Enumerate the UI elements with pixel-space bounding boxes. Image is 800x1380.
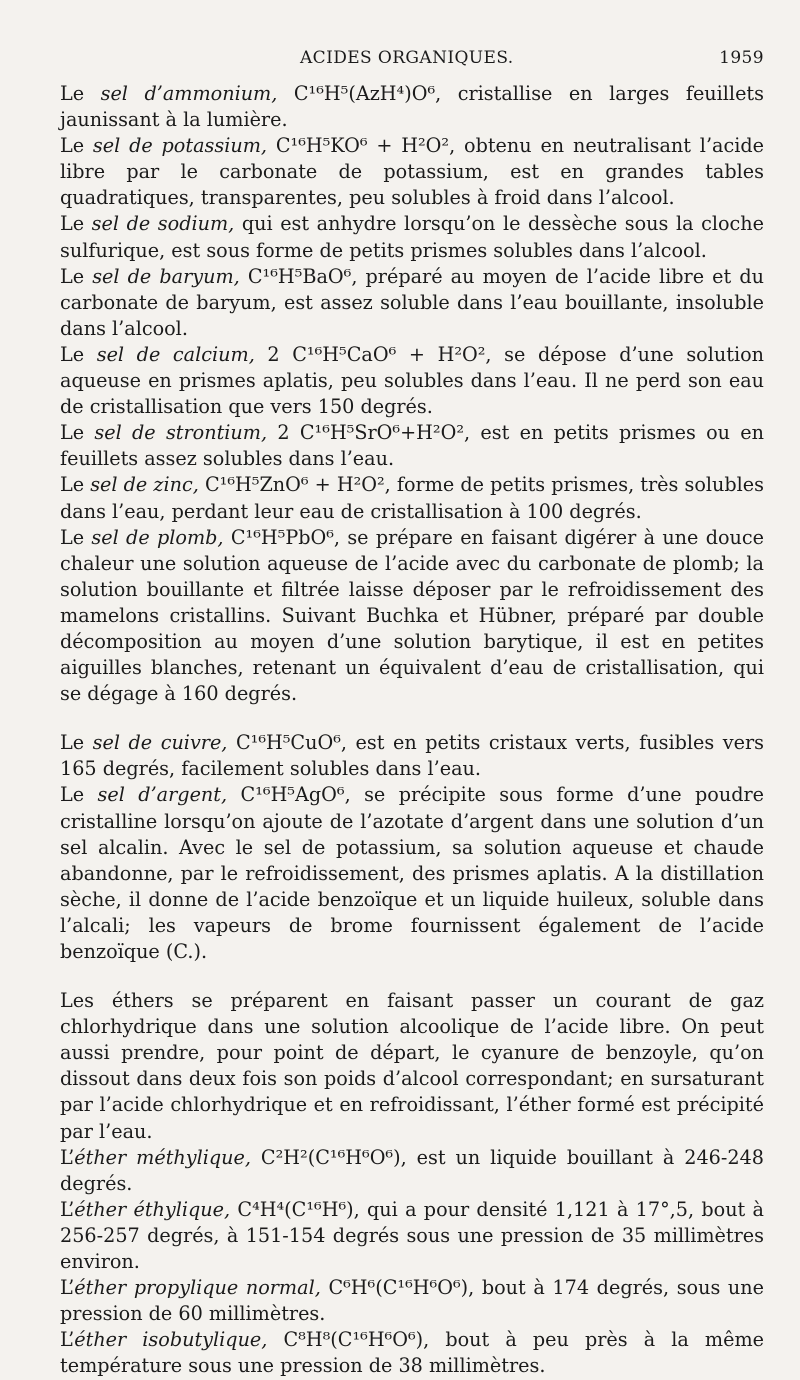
paragraph-ether-methylique: L’éther méthylique, C²H²(C¹⁶H⁶O⁶), est un liquide bouillant à 246-248 degrés. xyxy=(60,1145,764,1195)
paragraph-ether-propylique: L’éther propylique normal, C⁶H⁶(C¹⁶H⁶O⁶), bout à 174 degrés, sous une pression de 60 millimètres. xyxy=(60,1276,765,1326)
paragraph-ether-ethylique: L’éther éthylique, C⁴H⁴(C¹⁶H⁶), qui a pour densité 1,121 à 17°,5, bout à 256-257 degrés, à 151-154 degrés sous une pression de 35 millimètres environ. xyxy=(60,1197,764,1274)
paragraph-sodium: Le sel de sodium, qui est anhydre lorsqu’on le dessèche sous la cloche sulfurique, est sous forme de petits prismes solubles dans l’alcool. xyxy=(60,212,764,262)
paragraph-calcium: Le sel de calcium, 2 C¹⁶H⁵CaO⁶ + H²O², se dépose d’une solution aqueuse en prismes aplatis, peu solubles dans l’eau. Il ne perd son eau de cristallisation que vers 150 degrés. xyxy=(60,342,764,419)
paragraph-ether-isobutylique: L’éther isobutylique, C⁸H⁸(C¹⁶H⁶O⁶), bout à peu près à la même température sous une pression de 38 millimètres. xyxy=(60,1328,764,1378)
paragraph-ammonium: Le sel d’ammonium, C¹⁶H⁵(AzH⁴)O⁶, cristallise en larges feuillets jaunissant à la lumière. xyxy=(60,82,764,132)
paragraph-zinc: Le sel de zinc, C¹⁶H⁵ZnO⁶ + H²O², forme de petits prismes, très solubles dans l’eau, perdant leur eau de cristallisation à 100 degrés. xyxy=(60,473,764,523)
paragraph-potassium: Le sel de potassium, C¹⁶H⁵KO⁶ + H²O², obtenu en neutralisant l’acide libre par le carbonate de potassium, est en grandes tables quadratiques, transparentes, peu solubles à froid dans l’alcool. xyxy=(60,134,765,210)
paragraph-ethers: Les éthers se préparent en faisant passer un courant de gaz chlorhydrique dans une solution alcoolique de l’acide libre. On peut aussi prendre, pour point de départ, le cyanure de benzoyle, qu’on dissout dans deux fois son poids d’alcool correspondant; en sursaturant par l’acide chlorhydrique et en refroidissant, l’éther formé est précipité par l’eau. xyxy=(60,989,764,1143)
running-header xyxy=(0,48,800,74)
page-body xyxy=(60,81,764,1380)
paragraph-baryum: Le sel de baryum, C¹⁶H⁵BaO⁶, préparé au moyen de l’acide libre et du carbonate de baryum, est assez soluble dans l’eau bouillante, insoluble dans l’alcool. xyxy=(60,264,764,340)
paragraph-argent: Le sel d’argent, C¹⁶H⁵AgO⁶, se précipite sous forme d’une poudre cristalline lorsqu’on ajoute de l’azotate d’argent dans une solution d’un sel alcalin. Avec le sel de potassium, sa solution aqueuse et chaude abandonne, par le refroidissement, des prismes aplatis. A la distillation sèche, il donne de l’acide benzoïque et un liquide huileux, soluble dans l’alcali; les vapeurs de brome fournissent également de l’acide benzoïque (C.). xyxy=(60,783,764,963)
paragraph-cuivre: Le sel de cuivre, C¹⁶H⁵CuO⁶, est en petits cristaux verts, fusibles vers 165 degrés, facilement solubles dans l’eau. xyxy=(60,731,764,781)
paragraph-strontium: Le sel de strontium, 2 C¹⁶H⁵SrO⁶+H²O², est en petits prismes ou en feuillets assez solubles dans l’eau. xyxy=(60,421,764,471)
page-number: 1959 xyxy=(719,48,764,68)
paragraph-plomb: Le sel de plomb, C¹⁶H⁵PbO⁶, se prépare en faisant digérer à une douce chaleur une solution aqueuse de l’acide avec du carbonate de plomb; la solution bouillante et filtrée laisse déposer par le refroidissement des mamelons cristallins. Suivant Buchka et Hübner, préparé par double décomposition au moyen d’une solution barytique, il est en petites aiguilles blanches, retenant un équivalent d’eau de cristallisation, qui se dégage à 160 degrés. xyxy=(60,525,764,706)
running-title: ACIDES ORGANIQUES. xyxy=(300,48,514,68)
